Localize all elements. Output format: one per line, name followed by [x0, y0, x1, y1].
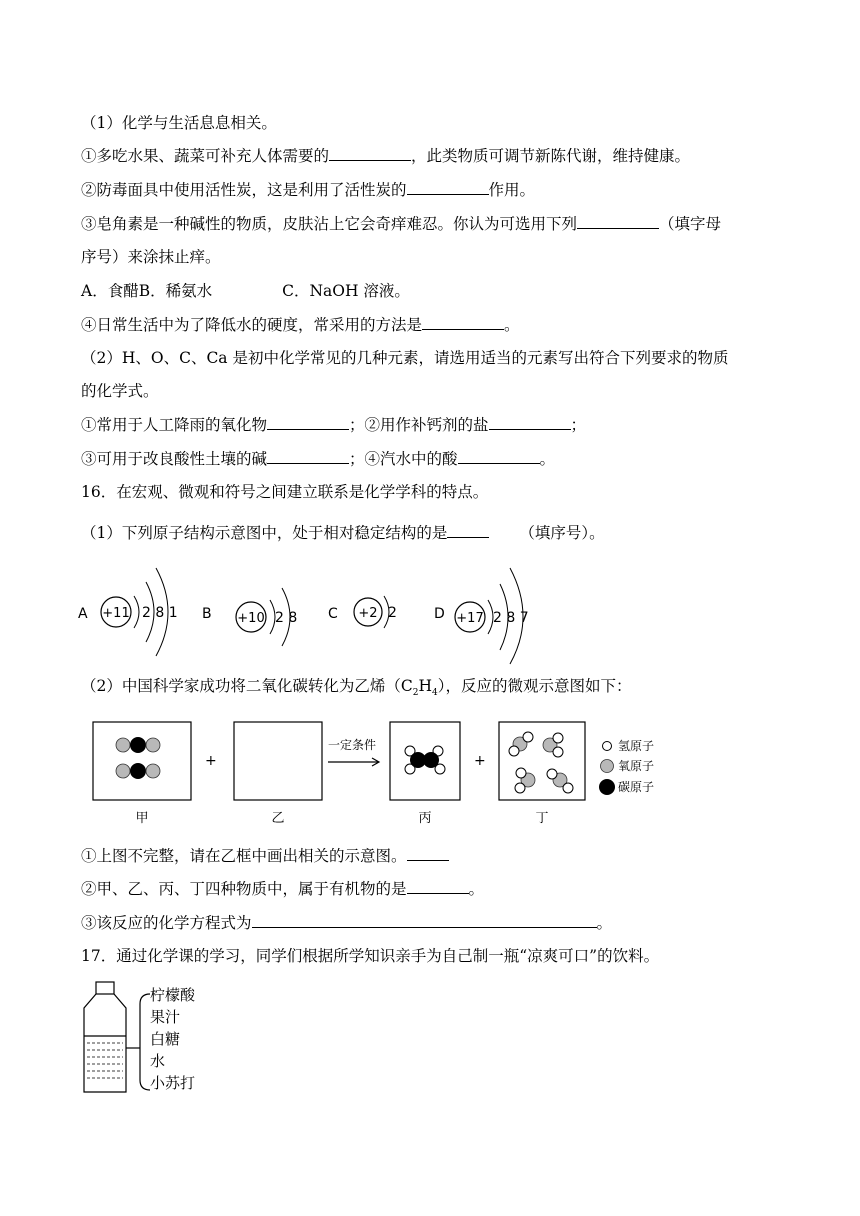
- q16-s2: ②甲、乙、丙、丁四种物质中，属于有机物的是 。: [81, 880, 485, 898]
- legend-oxygen: 氧原子: [618, 759, 655, 773]
- q15-item3: ③皂角素是一种碱性的物质，皮肤沾上它会奇痒难忍。你认为可选用下列 （填字母: [81, 215, 722, 233]
- q16-part1: （1）下列原子结构示意图中，处于相对稳定结构的是 （填序号）。: [81, 524, 605, 542]
- box-jia: [93, 722, 191, 800]
- q15-item4: ④日常生活中为了降低水的硬度，常采用的方法是 。: [81, 316, 520, 334]
- atom-diagram-d: [434, 568, 529, 664]
- answer-blank[interactable]: [577, 214, 659, 229]
- label-yi: 乙: [271, 811, 285, 826]
- condition-label: 一定条件: [328, 738, 377, 752]
- question-17-title: 17．通过化学课的学习，同学们根据所学知识亲手为自己制一瓶“凉爽可口”的饮料。: [81, 947, 660, 965]
- legend-hydrogen: 氢原子: [618, 739, 655, 753]
- q16-s3: ③该反应的化学方程式为 。: [81, 914, 613, 932]
- nucleus-charge: +11: [102, 606, 130, 621]
- answer-blank[interactable]: [489, 415, 571, 430]
- q15-item1: ①多吃水果、蔬菜可补充人体需要的 ，此类物质可调节新陈代谢，维持健康。: [81, 147, 691, 165]
- option-c: C．NaOH 溶液。: [282, 282, 410, 300]
- box-yi: [234, 722, 322, 800]
- nucleus-charge: +10: [237, 611, 265, 626]
- ingredient-juice: 果汁: [150, 1008, 181, 1026]
- electron-shells: 2 8: [275, 610, 298, 626]
- answer-blank[interactable]: [252, 913, 597, 928]
- answer-blank[interactable]: [329, 146, 411, 161]
- formula-row-1: ①常用于人工降雨的氧化物 ；②用作补钙剂的盐 ；: [81, 416, 587, 434]
- option-b: B．稀氨水: [138, 282, 213, 300]
- atom-diagram-b: [202, 588, 297, 646]
- q15-item2: ②防毒面具中使用活性炭，这是利用了活性炭的 作用。: [81, 181, 536, 199]
- electron-shells: 2: [388, 605, 397, 621]
- atom-letter: A: [78, 606, 88, 622]
- q16-part2: （2）中国科学家成功将二氧化碳转化为乙烯$(C_2H_4)$，反应的微观示意图如下：: [81, 677, 632, 699]
- label-ding: 丁: [535, 811, 549, 826]
- answer-blank[interactable]: [407, 879, 469, 894]
- ethylene-molecule: [405, 746, 445, 774]
- question-16-title: 16．在宏观、微观和符号之间建立联系是化学学科的特点。: [81, 483, 489, 501]
- atom-structure-diagrams: [70, 560, 540, 668]
- answer-blank[interactable]: [447, 523, 489, 538]
- plus-sign: +: [474, 753, 486, 769]
- atom-diagram-c: [328, 596, 397, 628]
- legend-carbon: 碳原子: [618, 780, 655, 794]
- answer-blank[interactable]: [407, 846, 449, 861]
- liquid-lines: [87, 1043, 123, 1078]
- part1-title: （1）化学与生活息息相关。: [81, 114, 277, 132]
- nucleus-charge: +17: [456, 611, 484, 626]
- q15-part2-cont: 的化学式。: [81, 382, 159, 400]
- ingredient-baking-soda: 小苏打: [150, 1074, 196, 1092]
- atom-letter: C: [328, 606, 338, 622]
- reaction-micro-diagram: [88, 718, 688, 828]
- nucleus-charge: +2: [358, 606, 378, 621]
- q15-item3-cont: 序号）来涂抹止痒。: [81, 248, 221, 266]
- ingredient-citric-acid: 柠檬酸: [150, 986, 196, 1004]
- label-bing: 丙: [418, 811, 432, 826]
- plus-sign: +: [205, 753, 217, 769]
- atom-letter: D: [434, 606, 445, 622]
- drink-bottle-diagram: [78, 978, 228, 1102]
- formula-row-2: ③可用于改良酸性土壤的碱 ；④汽水中的酸 。: [81, 450, 556, 468]
- water-molecules: [509, 732, 573, 793]
- bottle: [84, 982, 126, 1092]
- q16-s1: ①上图不完整，请在乙框中画出相关的示意图。: [81, 846, 449, 866]
- q15-part2: （2）H、O、C、Ca 是初中化学常见的几种元素，请选用适当的元素写出符合下列要求的物质: [81, 349, 729, 367]
- answer-blank[interactable]: [458, 449, 540, 464]
- legend: [599, 739, 654, 795]
- answer-blank[interactable]: [267, 415, 349, 430]
- q15-options: [81, 281, 410, 301]
- answer-blank[interactable]: [422, 315, 504, 330]
- ingredient-water: 水: [150, 1052, 166, 1070]
- ingredient-sugar: 白糖: [150, 1030, 181, 1048]
- option-a: A．食醋: [81, 282, 139, 300]
- label-jia: 甲: [135, 811, 149, 826]
- co2-molecules: [116, 737, 160, 779]
- atom-letter: B: [202, 606, 212, 622]
- ingredient-brace: [140, 994, 150, 1090]
- answer-blank[interactable]: [407, 180, 489, 195]
- answer-blank[interactable]: [267, 449, 349, 464]
- atom-diagram-a: [78, 568, 178, 656]
- electron-shells: 2 8 7: [493, 610, 529, 626]
- electron-shells: 2 8 1: [142, 605, 178, 621]
